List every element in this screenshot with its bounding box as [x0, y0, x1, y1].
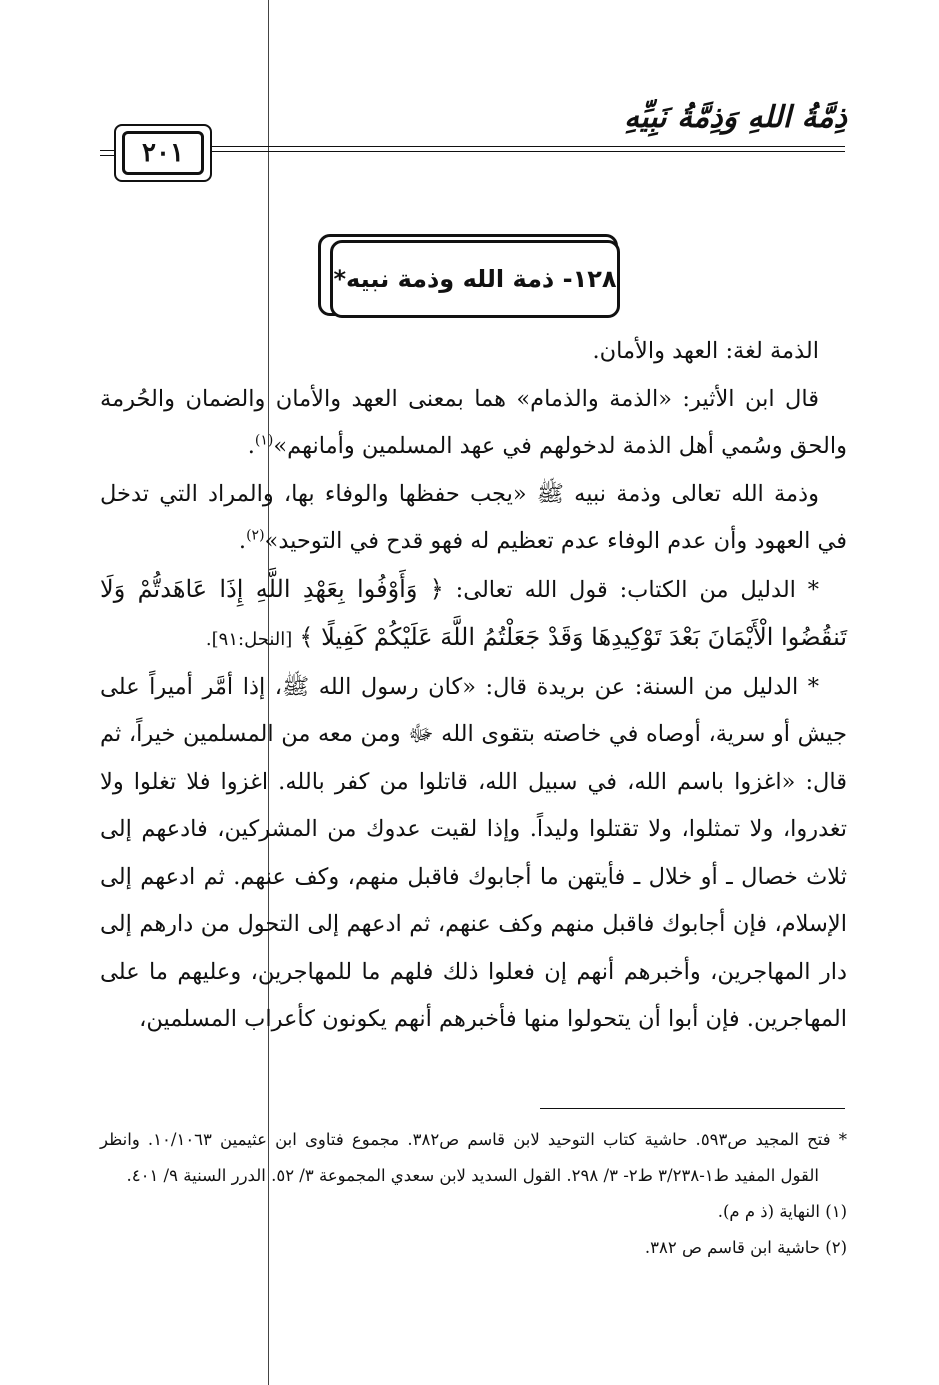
paragraph-ibn-athir-text: قال ابن الأثير: «الذمة والذمام» هما بمعنى العهد والأمان والضمان والحُرمة والحق وسُمي أهل الذمة لدخولهم في عهد المسلمين وأمانهم»: [100, 385, 847, 459]
footnote-separator: [540, 1108, 845, 1109]
quran-verse: ﴿ وَأَوْفُوا بِعَهْدِ اللَّهِ إِذَا عَاهَدتُّمْ وَلَا تَنقُضُوا الْأَيْمَانَ بَعْدَ تَوْكِيدِهَا وَقَدْ جَعَلْتُمُ اللَّهَ عَلَيْكُمْ كَفِيلًا ﴾: [100, 574, 847, 651]
footnote-star: * فتح المجيد ص٥٩٣. حاشية كتاب التوحيد لابن قاسم ص٣٨٢. مجموع فتاوى ابن عثيمين ١٠/١٠٦٣. وانظر القول المفيد ط١-٣/٢٣٨ ط٢- ٣/ ٢٩٨. القول السديد لابن سعدي المجموعة ٣/ ٥٢. الدرر السنية ٩/ ٤٠١.: [100, 1130, 847, 1185]
footnote-2: (٢) حاشية ابن قاسم ص ٣٨٢.: [644, 1238, 847, 1257]
footnote-marker-2[interactable]: (٢): [246, 527, 265, 544]
page-number: ٢٠١: [122, 131, 204, 175]
running-title: ذِمَّةُ اللهِ وَذِمَّةُ نَبِيِّهِ: [624, 100, 847, 135]
paragraph-sunnah-evidence-text: * الدليل من السنة: عن بريدة قال: «كان رسول الله ﷺ، إذا أمَّر أميراً على جيش أو سرية، أوصاه في خاصته بتقوى الله ﷻ ومن معه من المسلمين خيراً، ثم قال: «اغزوا باسم الله، في سبيل الله، قاتلوا من كفر بالله. اغزوا فلا تغلوا ولا تغدروا، ولا تمثلوا، ولا تقتلوا وليداً. وإذا لقيت عدوك من المشركين، فادعهم إلى ثلاث خصال ـ أو خلال ـ فأيتهن ما أجابوك فاقبل منهم، وكف عنهم. ثم ادعهم إلى الإسلام، فإن أجابوك فاقبل منهم وكف عنهم، ثم ادعهم إلى التحول من دارهم إلى دار المهاجرين، وأخبرهم أنهم إن فعلوا ذلك فلهم ما للمهاجرين، وعليهم ما على المهاجرين. فإن أبوا أن يتحولوا منها فأخبرهم أنهم يكونون كأعراب المسلمين،: [100, 673, 847, 1032]
paragraph-definition: [100, 328, 847, 376]
chapter-title: ١٢٨- ذمة الله وذمة نبيه*: [330, 240, 620, 318]
verse-reference: [النحل:٩١].: [205, 629, 293, 650]
quran-evidence-label: * الدليل من الكتاب: قول الله تعالى:: [455, 576, 820, 603]
paragraph-meaning-text: وذمة الله تعالى وذمة نبيه ﷺ «يجب حفظها والوفاء بها، والمراد التي تدخل في العهود وأن عدم الوفاء عدم تعظيم له فهو قدح في التوحيد»: [100, 480, 847, 554]
footnote-1: (١) النهاية (ذ م م).: [717, 1202, 847, 1221]
header-rule: [212, 146, 845, 152]
footnotes: [100, 1122, 847, 1266]
paragraph-sunnah-evidence: [100, 664, 847, 1044]
page-number-box: [114, 124, 212, 182]
paragraph-ibn-athir: قال ابن الأثير: «الذمة والذمام» هما بمعنى العهد والأمان والضمان والحُرمة والحق وسُمي أهل الذمة لدخولهم في عهد المسلمين وأمانهم»$^{(١)}$.: [100, 385, 847, 459]
footnote-marker-1[interactable]: (١): [254, 432, 274, 449]
paragraph-quran-evidence: [100, 566, 847, 664]
paragraph-meaning: وذمة الله تعالى وذمة نبيه ﷺ «يجب حفظها والوفاء بها، والمراد التي تدخل في العهود وأن عدم الوفاء عدم تعظيم له فهو قدح في التوحيد»$^{(٢)}$.: [100, 480, 847, 554]
main-text: [100, 328, 847, 1044]
header-rule-left: [100, 150, 114, 156]
paragraph-definition-text: الذمة لغة: العهد والأمان.: [592, 338, 819, 364]
